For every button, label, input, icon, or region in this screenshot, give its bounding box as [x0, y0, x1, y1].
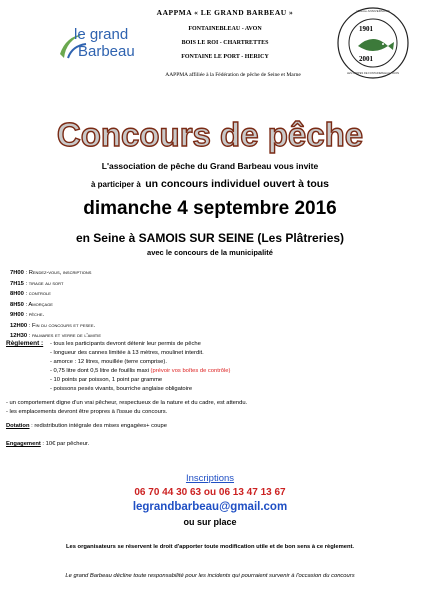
engagement: [6, 441, 89, 447]
engagement-label: Engagement: [6, 441, 41, 447]
schedule-label: : Amorçage: [25, 301, 53, 308]
place-1: FONTAINEBLEAU - AVON: [188, 26, 262, 32]
places-rule: - les emplacements devront être propres à l'issue du concours.: [6, 409, 168, 415]
dotation-text: : redistribution intégrale des mises engagées+ coupe: [29, 423, 167, 429]
logo: [54, 20, 144, 70]
seal-year-start: 1901: [359, 25, 373, 33]
page-title: [30, 112, 390, 158]
dotation-label: Dotation: [6, 423, 30, 429]
schedule-label: : palmares et verre de l'amitie: [28, 333, 101, 339]
logo-text-line1: le grand: [74, 26, 129, 43]
intro-line2-small: à participer à: [90, 180, 141, 189]
onsite-text: ou sur place: [183, 517, 237, 527]
schedule-time: 8H00: [10, 291, 24, 297]
schedule-item: [10, 312, 270, 323]
schedule-item: [10, 323, 270, 334]
rule-line: - poissons pesés vivants, bourriche anglaise obligatoire: [50, 386, 193, 392]
schedule-time: 12H00: [10, 322, 28, 329]
intro-line1: L'association de pêche du Grand Barbeau vous invite: [101, 161, 319, 171]
schedule-label: : Fin du concours et pesee.: [28, 322, 96, 329]
schedule-time: 7H00: [10, 270, 24, 276]
intro-line2: [20, 174, 400, 192]
event-date: dimanche 4 septembre 2016: [83, 198, 337, 219]
schedule-time: 12H30: [10, 333, 28, 339]
schedule-item: [10, 302, 270, 313]
schedule-item: [10, 270, 270, 281]
seal-bottom-text: LES CARPES DE FONTAINEBLEAU - AVON: [346, 72, 400, 75]
seal-year-end: 2001: [359, 55, 373, 63]
rule-line: - 10 points par poisson, 1 point par gramme: [50, 377, 163, 383]
schedule-time: 8H50: [10, 301, 24, 308]
schedule: [10, 270, 270, 344]
title-text: Concours de pêche: [56, 116, 364, 153]
logo-text-line2: Barbeau: [78, 43, 135, 60]
phone-numbers: 06 70 44 30 63 ou 06 13 47 13 67: [134, 487, 286, 498]
footer-disclaimer: Le grand Barbeau décline toute responsabilité pour les incidents qui pourraient survenir à l'occasion du concours: [65, 573, 355, 579]
rule-line: - tous les participants devront détenir leur permis de pêche: [50, 341, 201, 347]
place-3: FONTAINE LE PORT - HERICY: [181, 54, 269, 60]
association-name: AAPPMA « LE GRAND BARBEAU »: [156, 8, 294, 17]
schedule-item: [10, 281, 270, 292]
schedule-item: [10, 291, 270, 302]
schedule-label: : Rendez-vous, inscriptions: [25, 270, 92, 276]
rule-line: - amorce : 12 litres, mouillée (terre comprise).: [50, 359, 167, 365]
rule-line-with-note: [50, 368, 230, 374]
event-location: en Seine à SAMOIS SUR SEINE (Les Plâtreries): [75, 231, 345, 245]
schedule-time: 7H15: [10, 280, 24, 287]
rule-note: (prévoir vos boîtes de contrôle): [150, 368, 231, 374]
rule-line: - 0,75 litre dont 0,5 litre de fouillis maxi: [50, 368, 149, 374]
rules-label: Règlement :: [6, 340, 44, 347]
behaviour-rule: - un comportement digne d'un vrai pêcheur, respectueux de la nature et du cadre, est attendu.: [6, 400, 248, 406]
schedule-label: : controle: [25, 291, 51, 297]
schedule-label: : pêche.: [25, 312, 45, 318]
email-link[interactable]: legrandbarbeau@gmail.com: [132, 501, 288, 513]
schedule-time: 9H00: [10, 312, 24, 318]
inscriptions-title: Inscriptions: [185, 473, 235, 484]
place-2: BOIS LE ROI - CHARTRETTES: [181, 40, 269, 46]
rule-line: - longueur des cannes limitée à 13 mètres, moulinet interdit.: [50, 350, 204, 356]
seal-top-text: 100ème ANNIVERSAIRE: [356, 9, 390, 13]
event-with: avec le concours de la municipalité: [147, 248, 273, 257]
footer-reserve: Les organisateurs se réservent le droit d'apporter toute modification utile et de bon sens à ce règlement.: [65, 544, 355, 550]
schedule-label: : tirage au sort: [25, 280, 64, 287]
dotation: [6, 423, 167, 429]
intro-line2-big: un concours individuel ouvert à tous: [145, 178, 330, 190]
affiliation: AAPPMA affiliée à la Fédération de pêche de Seine et Marne: [165, 72, 301, 78]
anniversary-seal: [336, 6, 410, 80]
engagement-text: : 10€ par pêcheur.: [40, 441, 90, 447]
